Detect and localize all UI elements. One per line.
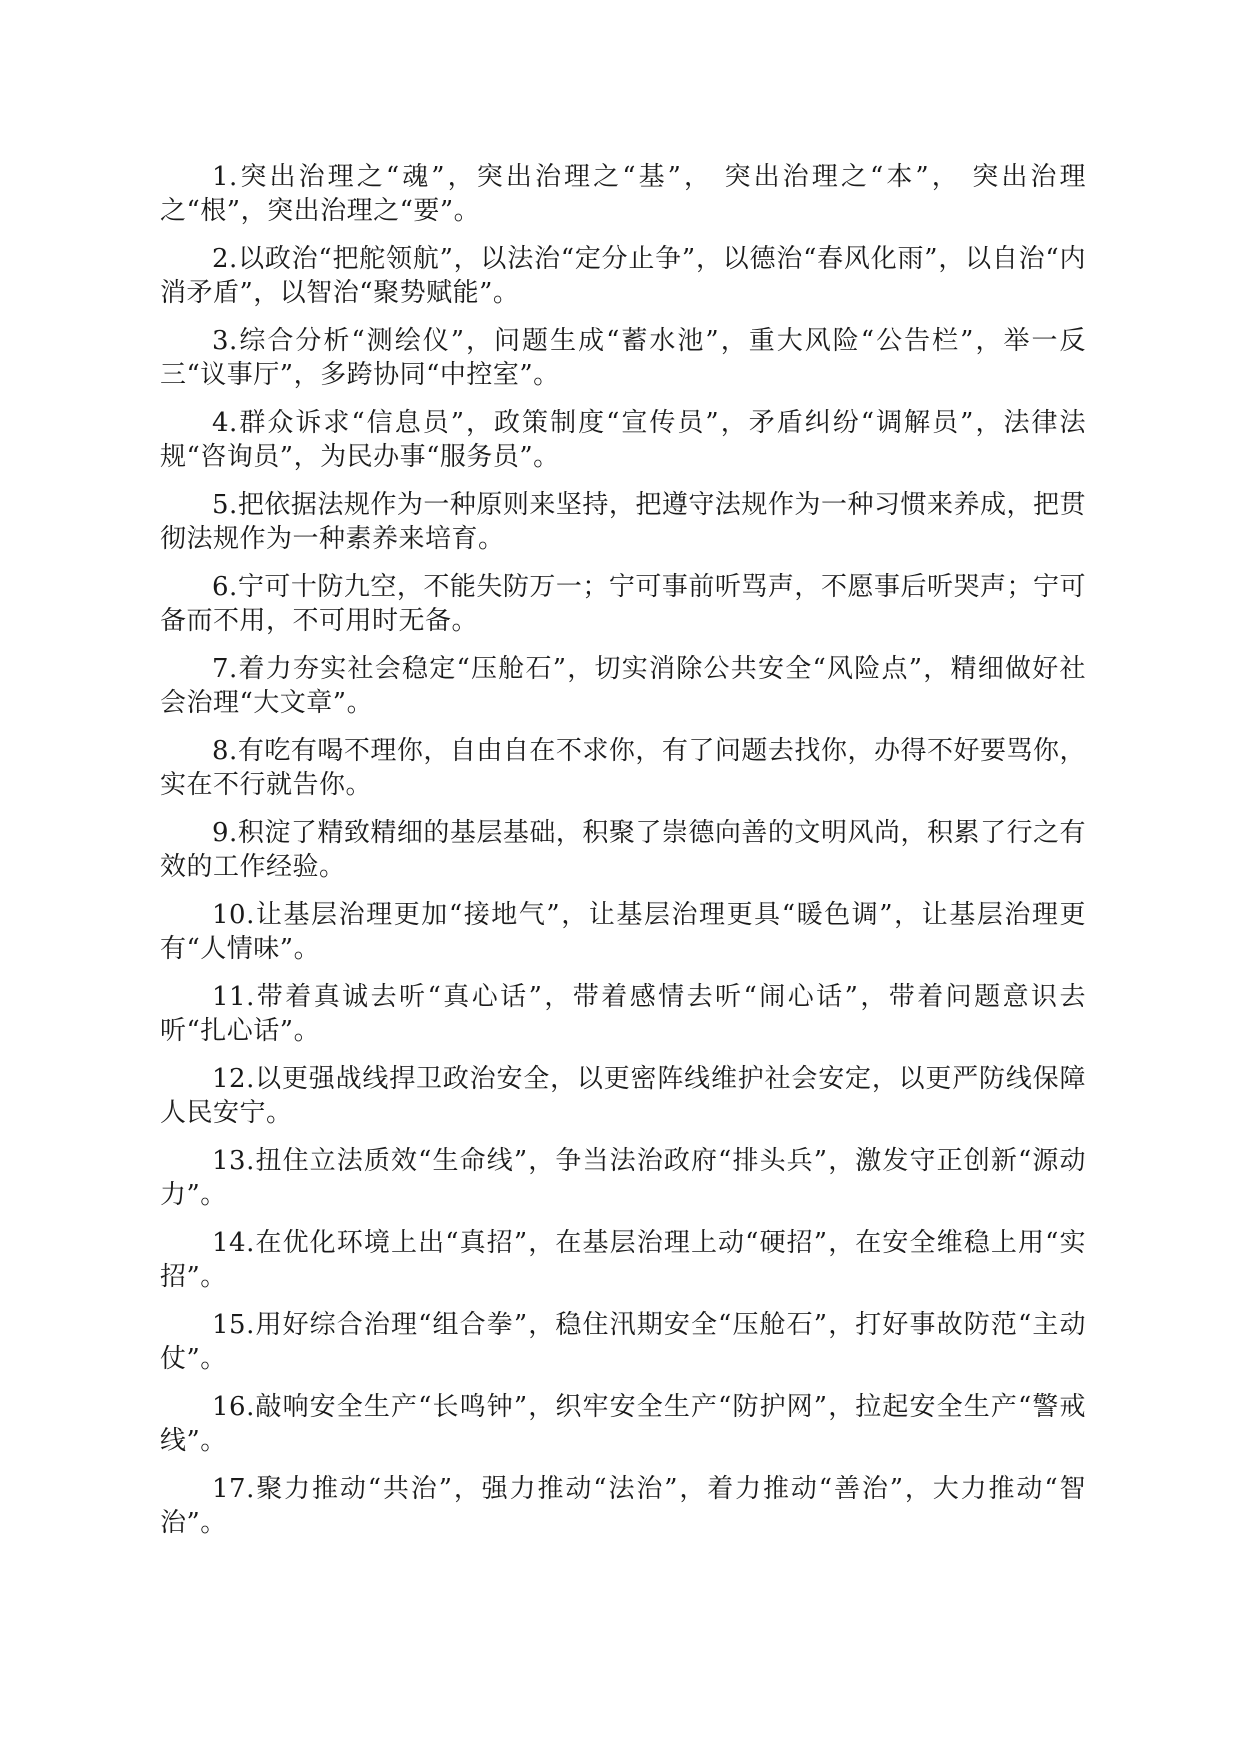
paragraph-7: 7.着力夯实社会稳定“压舱石”，切实消除公共安全“风险点”，精细做好社会治理“大文章”。 <box>160 654 1086 718</box>
paragraph-8: 8.有吃有喝不理你，自由自在不求你，有了问题去找你，办得不好要骂你，实在不行就告你。 <box>160 736 1086 800</box>
paragraph-11: 11.带着真诚去听“真心话”，带着感情去听“闹心话”，带着问题意识去听“扎心话”。 <box>160 982 1086 1046</box>
paragraph-4: 4.群众诉求“信息员”，政策制度“宣传员”，矛盾纠纷“调解员”，法律法规“咨询员”，为民办事“服务员”。 <box>160 408 1086 472</box>
paragraph-2: 2.以政治“把舵领航”，以法治“定分止争”，以德治“春风化雨”，以自治“内消矛盾”，以智治“聚势赋能”。 <box>160 244 1086 308</box>
paragraph-9: 9.积淀了精致精细的基层基础，积聚了崇德向善的文明风尚，积累了行之有效的工作经验。 <box>160 818 1086 882</box>
paragraph-14: 14.在优化环境上出“真招”，在基层治理上动“硬招”，在安全维稳上用“实招”。 <box>160 1228 1086 1292</box>
paragraph-5: 5.把依据法规作为一种原则来坚持，把遵守法规作为一种习惯来养成，把贯彻法规作为一种素养来培育。 <box>160 490 1086 554</box>
paragraph-10: 10.让基层治理更加“接地气”，让基层治理更具“暖色调”，让基层治理更有“人情味”。 <box>160 900 1086 964</box>
paragraph-16: 16.敲响安全生产“长鸣钟”，织牢安全生产“防护网”，拉起安全生产“警戒线”。 <box>160 1392 1086 1456</box>
paragraph-3: 3.综合分析“测绘仪”，问题生成“蓄水池”，重大风险“公告栏”，举一反三“议事厅”，多跨协同“中控室”。 <box>160 326 1086 390</box>
document-body <box>160 160 1086 1554</box>
paragraph-13: 13.扭住立法质效“生命线”，争当法治政府“排头兵”，激发守正创新“源动力”。 <box>160 1146 1086 1210</box>
paragraph-6: 6.宁可十防九空，不能失防万一；宁可事前听骂声，不愿事后听哭声；宁可备而不用，不可用时无备。 <box>160 572 1086 636</box>
paragraph-17: 17.聚力推动“共治”，强力推动“法治”，着力推动“善治”，大力推动“智治”。 <box>160 1474 1086 1538</box>
paragraph-1: 1.突出治理之“魂”，突出治理之“基”， 突出治理之“本”， 突出治理之“根”，突出治理之“要”。 <box>160 162 1086 226</box>
paragraph-12: 12.以更强战线捍卫政治安全，以更密阵线维护社会安定，以更严防线保障人民安宁。 <box>160 1064 1086 1128</box>
paragraph-15: 15.用好综合治理“组合拳”，稳住汛期安全“压舱石”，打好事故防范“主动仗”。 <box>160 1310 1086 1374</box>
